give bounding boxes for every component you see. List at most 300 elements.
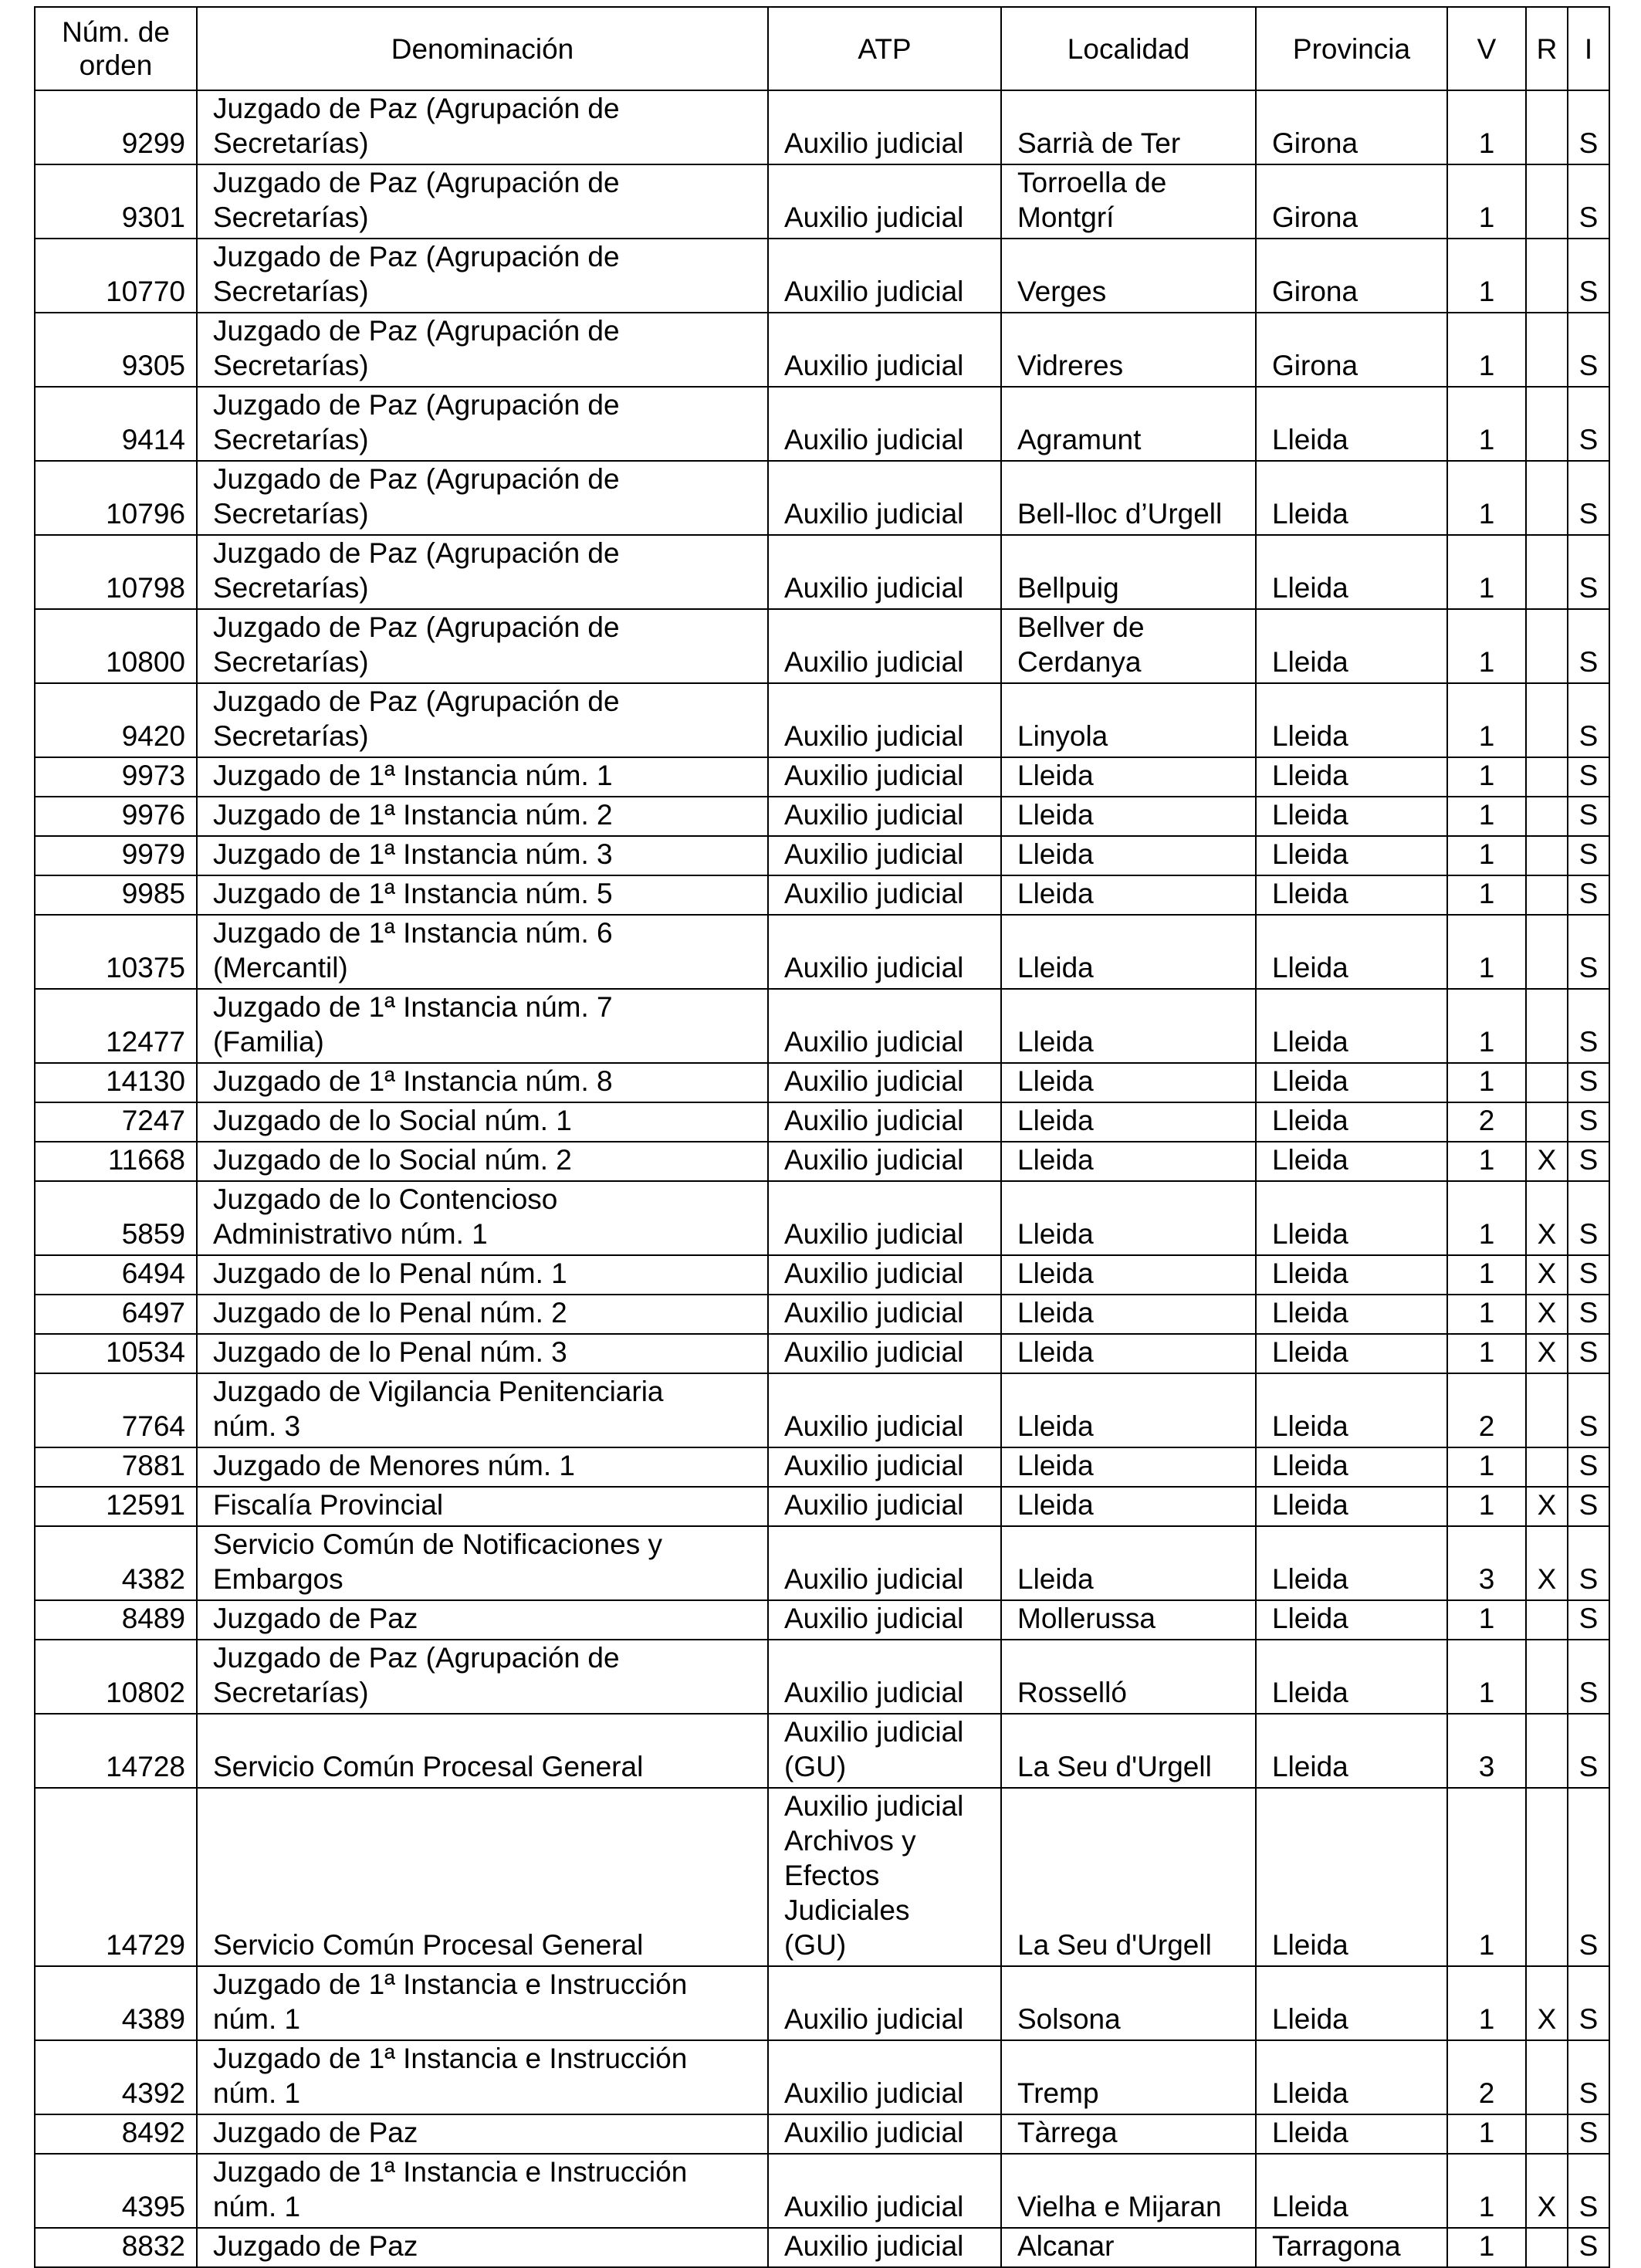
table-row bbox=[35, 683, 1609, 757]
table-row bbox=[35, 797, 1609, 836]
cell-provincia: Lleida bbox=[1256, 757, 1447, 797]
cell-atp: Auxilio judicial bbox=[768, 1063, 1001, 1102]
cell-i: S bbox=[1568, 1966, 1609, 2040]
cell-r bbox=[1526, 683, 1568, 757]
cell-provincia: Lleida bbox=[1256, 1063, 1447, 1102]
header-num-orden: Núm. de orden bbox=[35, 7, 197, 90]
cell-provincia: Lleida bbox=[1256, 683, 1447, 757]
cell-atp: Auxilio judicial bbox=[768, 1487, 1001, 1526]
cell-v: 1 bbox=[1447, 836, 1526, 875]
cell-r bbox=[1526, 797, 1568, 836]
cell-r bbox=[1526, 239, 1568, 313]
cell-r bbox=[1526, 387, 1568, 461]
cell-r: X bbox=[1526, 1526, 1568, 1600]
cell-r bbox=[1526, 461, 1568, 535]
cell-denominacion: Juzgado de 1ª Instancia núm. 5 bbox=[197, 875, 768, 915]
cell-num-orden: 4389 bbox=[35, 1966, 197, 2040]
cell-v: 1 bbox=[1447, 461, 1526, 535]
cell-r bbox=[1526, 2040, 1568, 2114]
cell-v: 1 bbox=[1447, 1966, 1526, 2040]
cell-v: 1 bbox=[1447, 1255, 1526, 1295]
cell-denominacion: Juzgado de Paz (Agrupación de Secretarías) bbox=[197, 90, 768, 164]
cell-localidad: Verges bbox=[1001, 239, 1256, 313]
cell-i: S bbox=[1568, 915, 1609, 989]
cell-atp: Auxilio judicial bbox=[768, 1373, 1001, 1447]
cell-v: 1 bbox=[1447, 1600, 1526, 1640]
cell-denominacion: Servicio Común de Notificaciones y Embargos bbox=[197, 1526, 768, 1600]
cell-num-orden: 10800 bbox=[35, 609, 197, 683]
cell-i: S bbox=[1568, 1447, 1609, 1487]
cell-atp: Auxilio judicial bbox=[768, 1295, 1001, 1334]
cell-atp: Auxilio judicial bbox=[768, 1181, 1001, 1255]
cell-v: 1 bbox=[1447, 609, 1526, 683]
cell-v: 1 bbox=[1447, 1640, 1526, 1714]
cell-atp: Auxilio judicial bbox=[768, 875, 1001, 915]
cell-i: S bbox=[1568, 239, 1609, 313]
cell-atp: Auxilio judicial Archivos y Efectos Judiciales (GU) bbox=[768, 1788, 1001, 1966]
table-body bbox=[35, 90, 1609, 2267]
cell-atp: Auxilio judicial bbox=[768, 915, 1001, 989]
cell-v: 1 bbox=[1447, 2154, 1526, 2228]
cell-atp: Auxilio judicial bbox=[768, 164, 1001, 239]
cell-localidad: Lleida bbox=[1001, 915, 1256, 989]
cell-num-orden: 14729 bbox=[35, 1788, 197, 1966]
cell-r bbox=[1526, 875, 1568, 915]
cell-provincia: Lleida bbox=[1256, 1966, 1447, 2040]
cell-atp: Auxilio judicial bbox=[768, 683, 1001, 757]
cell-localidad: Vidreres bbox=[1001, 313, 1256, 387]
table-row bbox=[35, 989, 1609, 1063]
table-row bbox=[35, 609, 1609, 683]
cell-denominacion: Juzgado de Menores núm. 1 bbox=[197, 1447, 768, 1487]
cell-num-orden: 14728 bbox=[35, 1714, 197, 1788]
cell-denominacion: Juzgado de 1ª Instancia e Instrucción núm. 1 bbox=[197, 1966, 768, 2040]
cell-denominacion: Juzgado de Paz (Agrupación de Secretarías) bbox=[197, 609, 768, 683]
header-atp: ATP bbox=[768, 7, 1001, 90]
table-row bbox=[35, 1447, 1609, 1487]
cell-localidad: Bellver de Cerdanya bbox=[1001, 609, 1256, 683]
cell-denominacion: Juzgado de lo Social núm. 1 bbox=[197, 1102, 768, 1142]
cell-num-orden: 10798 bbox=[35, 535, 197, 609]
cell-num-orden: 5859 bbox=[35, 1181, 197, 1255]
table-row bbox=[35, 1181, 1609, 1255]
cell-i: S bbox=[1568, 1063, 1609, 1102]
cell-num-orden: 9973 bbox=[35, 757, 197, 797]
cell-atp: Auxilio judicial bbox=[768, 1447, 1001, 1487]
cell-num-orden: 7247 bbox=[35, 1102, 197, 1142]
cell-num-orden: 10375 bbox=[35, 915, 197, 989]
header-r: R bbox=[1526, 7, 1568, 90]
cell-v: 1 bbox=[1447, 535, 1526, 609]
cell-v: 1 bbox=[1447, 2228, 1526, 2267]
cell-num-orden: 6497 bbox=[35, 1295, 197, 1334]
cell-i: S bbox=[1568, 1142, 1609, 1181]
cell-localidad: Solsona bbox=[1001, 1966, 1256, 2040]
cell-v: 1 bbox=[1447, 757, 1526, 797]
cell-denominacion: Juzgado de Paz (Agrupación de Secretarías) bbox=[197, 1640, 768, 1714]
cell-i: S bbox=[1568, 1487, 1609, 1526]
cell-r: X bbox=[1526, 1255, 1568, 1295]
table-row bbox=[35, 836, 1609, 875]
cell-denominacion: Juzgado de 1ª Instancia núm. 8 bbox=[197, 1063, 768, 1102]
header-provincia: Provincia bbox=[1256, 7, 1447, 90]
cell-i: S bbox=[1568, 2154, 1609, 2228]
cell-num-orden: 8492 bbox=[35, 2114, 197, 2154]
cell-num-orden: 10796 bbox=[35, 461, 197, 535]
cell-v: 2 bbox=[1447, 2040, 1526, 2114]
table-row bbox=[35, 90, 1609, 164]
cell-provincia: Lleida bbox=[1256, 1714, 1447, 1788]
cell-localidad: Lleida bbox=[1001, 1447, 1256, 1487]
cell-i: S bbox=[1568, 1255, 1609, 1295]
cell-localidad: Lleida bbox=[1001, 1181, 1256, 1255]
cell-r bbox=[1526, 836, 1568, 875]
cell-denominacion: Servicio Común Procesal General bbox=[197, 1788, 768, 1966]
cell-atp: Auxilio judicial bbox=[768, 989, 1001, 1063]
cell-localidad: Lleida bbox=[1001, 875, 1256, 915]
cell-r bbox=[1526, 1714, 1568, 1788]
cell-r bbox=[1526, 2228, 1568, 2267]
cell-atp: Auxilio judicial bbox=[768, 90, 1001, 164]
cell-i: S bbox=[1568, 535, 1609, 609]
cell-v: 1 bbox=[1447, 797, 1526, 836]
table-row bbox=[35, 1966, 1609, 2040]
cell-num-orden: 10802 bbox=[35, 1640, 197, 1714]
cell-provincia: Lleida bbox=[1256, 1334, 1447, 1373]
cell-provincia: Girona bbox=[1256, 313, 1447, 387]
cell-denominacion: Juzgado de 1ª Instancia núm. 2 bbox=[197, 797, 768, 836]
cell-provincia: Tarragona bbox=[1256, 2228, 1447, 2267]
cell-localidad: Alcanar bbox=[1001, 2228, 1256, 2267]
cell-num-orden: 12477 bbox=[35, 989, 197, 1063]
cell-i: S bbox=[1568, 461, 1609, 535]
cell-denominacion: Juzgado de 1ª Instancia núm. 6 (Mercantil) bbox=[197, 915, 768, 989]
cell-denominacion: Juzgado de Paz bbox=[197, 2228, 768, 2267]
cell-atp: Auxilio judicial bbox=[768, 757, 1001, 797]
cell-num-orden: 4395 bbox=[35, 2154, 197, 2228]
cell-atp: Auxilio judicial bbox=[768, 1102, 1001, 1142]
cell-num-orden: 11668 bbox=[35, 1142, 197, 1181]
table-row bbox=[35, 2228, 1609, 2267]
table-row bbox=[35, 1334, 1609, 1373]
cell-r bbox=[1526, 90, 1568, 164]
cell-atp: Auxilio judicial bbox=[768, 609, 1001, 683]
cell-localidad: Mollerussa bbox=[1001, 1600, 1256, 1640]
cell-r bbox=[1526, 1447, 1568, 1487]
table-row bbox=[35, 2040, 1609, 2114]
cell-r: X bbox=[1526, 1295, 1568, 1334]
cell-provincia: Lleida bbox=[1256, 1255, 1447, 1295]
cell-atp: Auxilio judicial (GU) bbox=[768, 1714, 1001, 1788]
cell-atp: Auxilio judicial bbox=[768, 313, 1001, 387]
cell-provincia: Lleida bbox=[1256, 836, 1447, 875]
cell-num-orden: 4382 bbox=[35, 1526, 197, 1600]
table-row bbox=[35, 1526, 1609, 1600]
cell-denominacion: Juzgado de Paz (Agrupación de Secretarías) bbox=[197, 461, 768, 535]
cell-i: S bbox=[1568, 797, 1609, 836]
cell-denominacion: Juzgado de 1ª Instancia e Instrucción núm. 1 bbox=[197, 2040, 768, 2114]
table-row bbox=[35, 239, 1609, 313]
cell-denominacion: Juzgado de Paz (Agrupación de Secretarías) bbox=[197, 239, 768, 313]
cell-atp: Auxilio judicial bbox=[768, 1255, 1001, 1295]
cell-provincia: Lleida bbox=[1256, 1181, 1447, 1255]
cell-denominacion: Fiscalía Provincial bbox=[197, 1487, 768, 1526]
cell-provincia: Lleida bbox=[1256, 2040, 1447, 2114]
cell-num-orden: 8832 bbox=[35, 2228, 197, 2267]
cell-localidad: Bellpuig bbox=[1001, 535, 1256, 609]
cell-denominacion: Juzgado de Paz bbox=[197, 2114, 768, 2154]
cell-provincia: Lleida bbox=[1256, 989, 1447, 1063]
cell-atp: Auxilio judicial bbox=[768, 2154, 1001, 2228]
cell-localidad: Lleida bbox=[1001, 836, 1256, 875]
cell-i: S bbox=[1568, 1788, 1609, 1966]
cell-denominacion: Juzgado de Vigilancia Penitenciaria núm. 3 bbox=[197, 1373, 768, 1447]
cell-r: X bbox=[1526, 1142, 1568, 1181]
cell-provincia: Lleida bbox=[1256, 1295, 1447, 1334]
table-row bbox=[35, 387, 1609, 461]
cell-r: X bbox=[1526, 2154, 1568, 2228]
cell-atp: Auxilio judicial bbox=[768, 2228, 1001, 2267]
cell-r bbox=[1526, 313, 1568, 387]
table-row bbox=[35, 1600, 1609, 1640]
cell-i: S bbox=[1568, 609, 1609, 683]
cell-provincia: Lleida bbox=[1256, 1600, 1447, 1640]
cell-localidad: Linyola bbox=[1001, 683, 1256, 757]
cell-provincia: Lleida bbox=[1256, 1640, 1447, 1714]
cell-i: S bbox=[1568, 1526, 1609, 1600]
cell-i: S bbox=[1568, 757, 1609, 797]
cell-atp: Auxilio judicial bbox=[768, 239, 1001, 313]
cell-atp: Auxilio judicial bbox=[768, 1966, 1001, 2040]
cell-r bbox=[1526, 609, 1568, 683]
cell-denominacion: Juzgado de Paz (Agrupación de Secretarías) bbox=[197, 164, 768, 239]
cell-v: 1 bbox=[1447, 915, 1526, 989]
cell-localidad: La Seu d'Urgell bbox=[1001, 1714, 1256, 1788]
cell-localidad: Lleida bbox=[1001, 1295, 1256, 1334]
cell-num-orden: 10770 bbox=[35, 239, 197, 313]
cell-provincia: Lleida bbox=[1256, 609, 1447, 683]
table-row bbox=[35, 757, 1609, 797]
cell-i: S bbox=[1568, 387, 1609, 461]
cell-i: S bbox=[1568, 1600, 1609, 1640]
cell-v: 1 bbox=[1447, 313, 1526, 387]
table-row bbox=[35, 1142, 1609, 1181]
cell-provincia: Lleida bbox=[1256, 1447, 1447, 1487]
table-row bbox=[35, 1714, 1609, 1788]
cell-denominacion: Juzgado de lo Penal núm. 2 bbox=[197, 1295, 768, 1334]
table-row bbox=[35, 1788, 1609, 1966]
cell-v: 1 bbox=[1447, 239, 1526, 313]
cell-v: 1 bbox=[1447, 1181, 1526, 1255]
cell-r bbox=[1526, 989, 1568, 1063]
cell-r: X bbox=[1526, 1334, 1568, 1373]
cell-provincia: Lleida bbox=[1256, 2154, 1447, 2228]
cell-localidad: Agramunt bbox=[1001, 387, 1256, 461]
cell-localidad: Lleida bbox=[1001, 1102, 1256, 1142]
table-row bbox=[35, 1295, 1609, 1334]
cell-v: 1 bbox=[1447, 989, 1526, 1063]
cell-num-orden: 9301 bbox=[35, 164, 197, 239]
table-row bbox=[35, 164, 1609, 239]
cell-v: 1 bbox=[1447, 683, 1526, 757]
cell-provincia: Lleida bbox=[1256, 535, 1447, 609]
cell-v: 1 bbox=[1447, 1334, 1526, 1373]
cell-r bbox=[1526, 1373, 1568, 1447]
cell-r: X bbox=[1526, 1966, 1568, 2040]
cell-i: S bbox=[1568, 2114, 1609, 2154]
cell-r bbox=[1526, 757, 1568, 797]
cell-v: 1 bbox=[1447, 1063, 1526, 1102]
cell-num-orden: 9299 bbox=[35, 90, 197, 164]
table-row bbox=[35, 1102, 1609, 1142]
cell-i: S bbox=[1568, 1102, 1609, 1142]
cell-i: S bbox=[1568, 1295, 1609, 1334]
cell-r bbox=[1526, 1640, 1568, 1714]
cell-r bbox=[1526, 1788, 1568, 1966]
header-v: V bbox=[1447, 7, 1526, 90]
cell-denominacion: Juzgado de 1ª Instancia núm. 1 bbox=[197, 757, 768, 797]
cell-v: 2 bbox=[1447, 1373, 1526, 1447]
cell-num-orden: 4392 bbox=[35, 2040, 197, 2114]
cell-denominacion: Servicio Común Procesal General bbox=[197, 1714, 768, 1788]
cell-num-orden: 9305 bbox=[35, 313, 197, 387]
cell-atp: Auxilio judicial bbox=[768, 1334, 1001, 1373]
cell-provincia: Lleida bbox=[1256, 1788, 1447, 1966]
cell-v: 1 bbox=[1447, 387, 1526, 461]
cell-num-orden: 9979 bbox=[35, 836, 197, 875]
cell-num-orden: 10534 bbox=[35, 1334, 197, 1373]
table-row bbox=[35, 535, 1609, 609]
cell-atp: Auxilio judicial bbox=[768, 387, 1001, 461]
table-row bbox=[35, 1255, 1609, 1295]
table-row bbox=[35, 1373, 1609, 1447]
cell-atp: Auxilio judicial bbox=[768, 535, 1001, 609]
header-row bbox=[35, 7, 1609, 90]
cell-r: X bbox=[1526, 1181, 1568, 1255]
cell-v: 1 bbox=[1447, 1788, 1526, 1966]
cell-r bbox=[1526, 1063, 1568, 1102]
cell-denominacion: Juzgado de Paz (Agrupación de Secretarías) bbox=[197, 387, 768, 461]
table-row bbox=[35, 2154, 1609, 2228]
cell-i: S bbox=[1568, 989, 1609, 1063]
cell-localidad: Tàrrega bbox=[1001, 2114, 1256, 2154]
cell-provincia: Lleida bbox=[1256, 875, 1447, 915]
cell-i: S bbox=[1568, 1714, 1609, 1788]
cell-i: S bbox=[1568, 2040, 1609, 2114]
cell-num-orden: 12591 bbox=[35, 1487, 197, 1526]
cell-num-orden: 9985 bbox=[35, 875, 197, 915]
cell-r bbox=[1526, 1600, 1568, 1640]
cell-v: 2 bbox=[1447, 1102, 1526, 1142]
cell-localidad: Lleida bbox=[1001, 1255, 1256, 1295]
table-row bbox=[35, 875, 1609, 915]
cell-provincia: Lleida bbox=[1256, 797, 1447, 836]
cell-atp: Auxilio judicial bbox=[768, 461, 1001, 535]
header-denominacion: Denominación bbox=[197, 7, 768, 90]
cell-atp: Auxilio judicial bbox=[768, 797, 1001, 836]
cell-i: S bbox=[1568, 164, 1609, 239]
cell-i: S bbox=[1568, 2228, 1609, 2267]
cell-localidad: Rosselló bbox=[1001, 1640, 1256, 1714]
cell-localidad: Lleida bbox=[1001, 1373, 1256, 1447]
cell-atp: Auxilio judicial bbox=[768, 1526, 1001, 1600]
cell-r bbox=[1526, 164, 1568, 239]
header-localidad: Localidad bbox=[1001, 7, 1256, 90]
cell-num-orden: 9420 bbox=[35, 683, 197, 757]
cell-num-orden: 9976 bbox=[35, 797, 197, 836]
cell-provincia: Girona bbox=[1256, 90, 1447, 164]
cell-v: 3 bbox=[1447, 1714, 1526, 1788]
cell-denominacion: Juzgado de lo Social núm. 2 bbox=[197, 1142, 768, 1181]
cell-v: 1 bbox=[1447, 1447, 1526, 1487]
cell-v: 1 bbox=[1447, 1487, 1526, 1526]
cell-atp: Auxilio judicial bbox=[768, 1600, 1001, 1640]
cell-v: 3 bbox=[1447, 1526, 1526, 1600]
cell-num-orden: 8489 bbox=[35, 1600, 197, 1640]
cell-localidad: Lleida bbox=[1001, 1142, 1256, 1181]
cell-localidad: Bell-lloc d’Urgell bbox=[1001, 461, 1256, 535]
cell-denominacion: Juzgado de 1ª Instancia e Instrucción núm. 1 bbox=[197, 2154, 768, 2228]
cell-provincia: Lleida bbox=[1256, 1102, 1447, 1142]
cell-provincia: Lleida bbox=[1256, 461, 1447, 535]
table-row bbox=[35, 915, 1609, 989]
cell-atp: Auxilio judicial bbox=[768, 2114, 1001, 2154]
cell-v: 1 bbox=[1447, 1295, 1526, 1334]
cell-localidad: Lleida bbox=[1001, 797, 1256, 836]
cell-num-orden: 7881 bbox=[35, 1447, 197, 1487]
cell-localidad: Sarrià de Ter bbox=[1001, 90, 1256, 164]
cell-localidad: Tremp bbox=[1001, 2040, 1256, 2114]
cell-localidad: Lleida bbox=[1001, 1334, 1256, 1373]
cell-num-orden: 14130 bbox=[35, 1063, 197, 1102]
cell-provincia: Lleida bbox=[1256, 915, 1447, 989]
cell-num-orden: 7764 bbox=[35, 1373, 197, 1447]
cell-i: S bbox=[1568, 90, 1609, 164]
cell-v: 1 bbox=[1447, 1142, 1526, 1181]
cell-denominacion: Juzgado de lo Contencioso Administrativo núm. 1 bbox=[197, 1181, 768, 1255]
cell-atp: Auxilio judicial bbox=[768, 1640, 1001, 1714]
cell-v: 1 bbox=[1447, 875, 1526, 915]
cell-i: S bbox=[1568, 1640, 1609, 1714]
cell-localidad: Vielha e Mijaran bbox=[1001, 2154, 1256, 2228]
cell-v: 1 bbox=[1447, 90, 1526, 164]
cell-localidad: Lleida bbox=[1001, 1487, 1256, 1526]
cell-r: X bbox=[1526, 1487, 1568, 1526]
cell-r bbox=[1526, 1102, 1568, 1142]
cell-v: 1 bbox=[1447, 164, 1526, 239]
cell-localidad: Lleida bbox=[1001, 1063, 1256, 1102]
cell-r bbox=[1526, 2114, 1568, 2154]
cell-provincia: Lleida bbox=[1256, 387, 1447, 461]
cell-i: S bbox=[1568, 1181, 1609, 1255]
cell-atp: Auxilio judicial bbox=[768, 2040, 1001, 2114]
table-row bbox=[35, 2114, 1609, 2154]
table-row bbox=[35, 1063, 1609, 1102]
cell-i: S bbox=[1568, 1373, 1609, 1447]
cell-r bbox=[1526, 915, 1568, 989]
cell-atp: Auxilio judicial bbox=[768, 1142, 1001, 1181]
cell-denominacion: Juzgado de Paz (Agrupación de Secretarías) bbox=[197, 535, 768, 609]
cell-localidad: Torroella de Montgrí bbox=[1001, 164, 1256, 239]
cell-denominacion: Juzgado de Paz bbox=[197, 1600, 768, 1640]
cell-localidad: Lleida bbox=[1001, 1526, 1256, 1600]
cell-provincia: Lleida bbox=[1256, 1373, 1447, 1447]
table-row bbox=[35, 313, 1609, 387]
cell-denominacion: Juzgado de Paz (Agrupación de Secretarías) bbox=[197, 683, 768, 757]
cell-provincia: Lleida bbox=[1256, 2114, 1447, 2154]
cell-localidad: Lleida bbox=[1001, 989, 1256, 1063]
cell-i: S bbox=[1568, 1334, 1609, 1373]
